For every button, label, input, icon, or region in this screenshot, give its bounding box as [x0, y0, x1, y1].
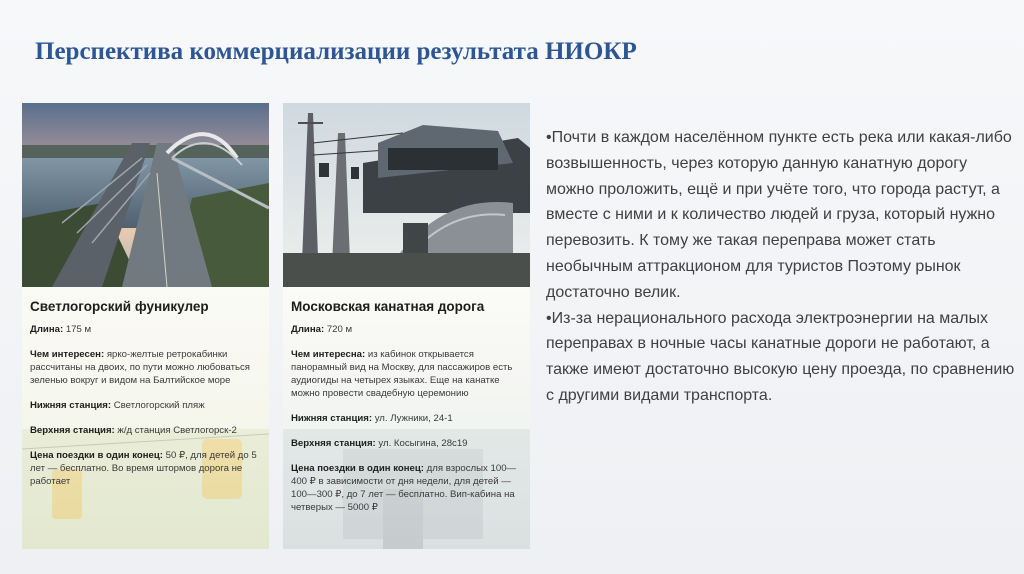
upper-station-field: Верхняя станция: ул. Косыгина, 28с19: [291, 438, 468, 449]
slide-title: Перспектива коммерциализации результата НИОКР: [35, 38, 637, 65]
card-body: [283, 287, 530, 549]
card-title: Светлогорский фуникулер: [30, 299, 209, 314]
card-body: [22, 287, 269, 549]
background-illustration: [22, 429, 269, 549]
upper-station-field: Верхняя станция: ж/д станция Светлогорск-2: [30, 425, 237, 436]
cable-station-photo: [283, 103, 530, 287]
bridge-photo: [22, 103, 269, 287]
interest-field: Чем интересна: из кабинок открывается панорамный вид на Москву, для пассажиров есть аудиогиды на четырех языках. Еще на канатке можно провести свадебную церемонию: [291, 349, 513, 399]
lower-station-field: Нижняя станция: ул. Лужники, 24-1: [291, 413, 453, 424]
card-svetlogorsk-funicular: [22, 103, 269, 549]
length-field: Длина: 175 м: [30, 324, 92, 335]
lower-station-field: Нижняя станция: Светлогорский пляж: [30, 400, 205, 411]
card-moscow-cable-car: [283, 103, 530, 549]
card-title: Московская канатная дорога: [291, 299, 485, 314]
length-field: Длина: 720 м: [291, 324, 353, 335]
interest-field: Чем интересен: ярко-желтые ретрокабинки рассчитаны на двоих, по пути можно любоваться зеленью вокруг и видом на Балтийское море: [30, 349, 250, 386]
bullet-list: [546, 125, 1016, 409]
bullet-drawbacks: •Из-за нерационального расхода электроэнергии на малых переправах в ночные часы канатные дороги не работают, а также имеют достаточно высокую цену проезда, по сравнению с другими видами транспорта.: [546, 309, 1015, 404]
price-field: Цена поездки в один конец: 50 ₽, для детей до 5 лет — бесплатно. Во время штормов дорога не работает: [30, 450, 257, 487]
bullet-market: •Почти в каждом населённом пункте есть река или какая-либо возвышенность, через которую данную канатную дорогу можно проложить, ещё и при учёте того, что города растут, а вместе с ними и к количество людей и груза, который нужно перевозить. К тому же такая переправа может стать необычным аттракционом для туристов Поэтому рынок достаточно велик.: [546, 129, 1012, 301]
price-field: Цена поездки в один конец: для взрослых 100—400 ₽ в зависимости от дня недели, для детей — 100—300 ₽, до 7 лет — бесплатно. Вип-кабина на четверых — 5000 ₽: [291, 463, 517, 513]
